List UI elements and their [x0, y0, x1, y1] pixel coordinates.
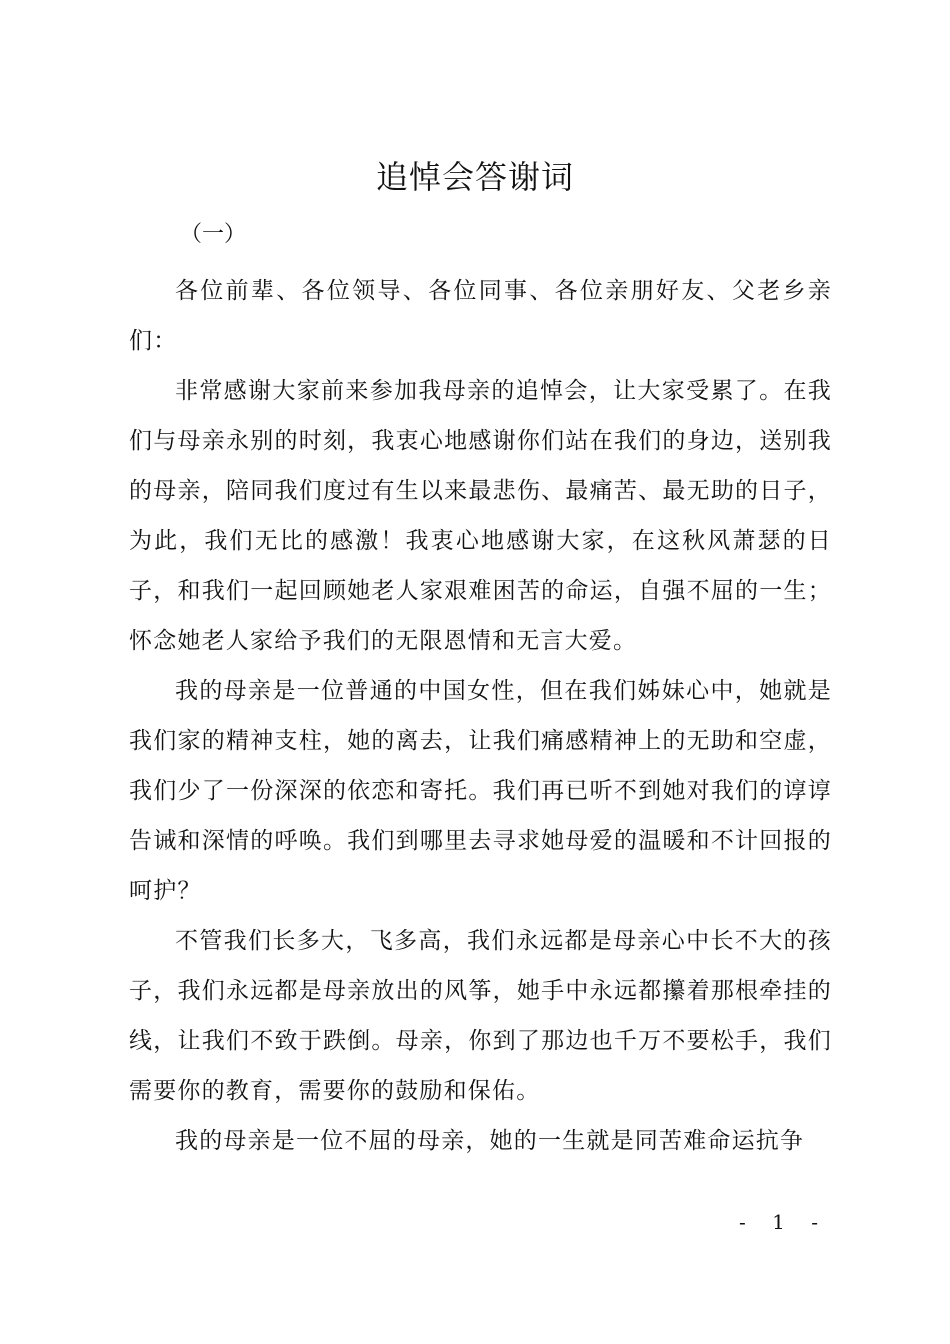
paragraph-unyielding: 我的母亲是一位不屈的母亲，她的一生就是同苦难命运抗争 [175, 1128, 805, 1154]
page-number: - 1 - [739, 1210, 828, 1234]
paragraph-salutation: 各位前辈、各位领导、各位同事、各位亲朋好友、父老乡亲们： [129, 278, 832, 354]
section-label: （一） [180, 222, 247, 247]
paragraph-mother-pillar: 我的母亲是一位普通的中国女性，但在我们姊妹心中，她就是我们家的精神支柱，她的离去，让我们痛感精神上的无助和空虚，我们少了一份深深的依恋和寄托。我们再已听不到她对我们的谆谆告诫和深情的呼唤。我们到哪里去寻求她母爱的温暖和不计回报的呵护？ [129, 678, 832, 904]
document-title: 追悼会答谢词 [375, 158, 574, 196]
paragraph-thanks: 非常感谢大家前来参加我母亲的追悼会，让大家受累了。在我们与母亲永别的时刻，我衷心地感谢你们站在我们的身边，送别我的母亲，陪同我们度过有生以来最悲伤、最痛苦、最无助的日子，为此，我们无比的感激！我衷心地感谢大家，在这秋风萧瑟的日子，和我们一起回顾她老人家艰难困苦的命运，自强不屈的一生；怀念她老人家给予我们的无限恩情和无言大爱。 [129, 378, 832, 654]
paragraph-kite: 不管我们长多大，飞多高，我们永远都是母亲心中长不大的孩子，我们永远都是母亲放出的风筝，她手中永远都攥着那根牵挂的线，让我们不致于跌倒。母亲，你到了那边也千万不要松手，我们需要你的教育，需要你的鼓励和保佑。 [129, 928, 832, 1104]
document-body [129, 266, 832, 1166]
